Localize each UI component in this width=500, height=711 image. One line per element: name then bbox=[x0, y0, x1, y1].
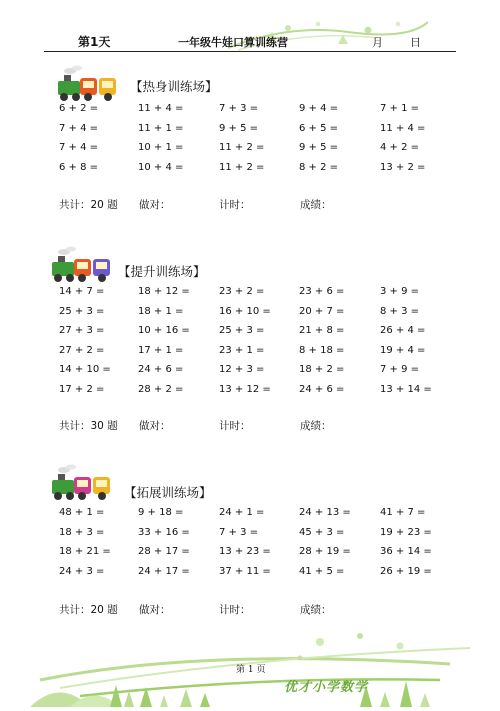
problem-row bbox=[59, 345, 459, 365]
problem: 7 + 3 = bbox=[219, 526, 259, 538]
problem-row bbox=[59, 306, 459, 326]
page-number: 第 1 页 bbox=[236, 665, 266, 675]
problem: 37 + 11 = bbox=[219, 565, 271, 577]
problem-row bbox=[59, 123, 459, 143]
problem: 9 + 5 = bbox=[219, 122, 259, 134]
problem: 10 + 4 = bbox=[138, 161, 184, 173]
score-label: 成绩： bbox=[300, 199, 332, 211]
problem-row bbox=[59, 507, 459, 527]
problem: 41 + 5 = bbox=[299, 565, 345, 577]
problem: 6 + 5 = bbox=[299, 122, 339, 134]
problem: 19 + 23 = bbox=[380, 526, 432, 538]
problem: 23 + 6 = bbox=[299, 286, 345, 297]
problem: 14 + 7 = bbox=[59, 286, 105, 297]
problem: 7 + 3 = bbox=[219, 103, 259, 114]
problem: 21 + 8 = bbox=[299, 325, 345, 337]
total-count: 共计：20 题 bbox=[59, 199, 118, 211]
problem: 25 + 3 = bbox=[59, 305, 105, 317]
header-divider bbox=[44, 51, 456, 52]
problem-row bbox=[59, 364, 459, 384]
problem: 25 + 3 = bbox=[219, 325, 265, 337]
problem: 27 + 3 = bbox=[59, 325, 105, 337]
correct-count: 做对： bbox=[139, 420, 171, 432]
problem-grid bbox=[59, 286, 459, 404]
problem: 18 + 3 = bbox=[59, 526, 105, 538]
problem: 28 + 19 = bbox=[299, 546, 351, 558]
problem: 13 + 23 = bbox=[219, 546, 271, 558]
date-day-label: 日 bbox=[410, 36, 421, 49]
problem-row bbox=[59, 566, 459, 586]
correct-count: 做对： bbox=[139, 604, 171, 616]
train-icon bbox=[46, 244, 118, 288]
problem: 7 + 1 = bbox=[380, 103, 420, 114]
problem: 9 + 18 = bbox=[138, 507, 184, 518]
problem: 33 + 16 = bbox=[138, 526, 190, 538]
problem: 36 + 14 = bbox=[380, 546, 432, 558]
problem: 45 + 3 = bbox=[299, 526, 345, 538]
problem: 26 + 19 = bbox=[380, 565, 432, 577]
problem-row bbox=[59, 527, 459, 547]
problem: 11 + 2 = bbox=[219, 161, 265, 173]
total-count: 共计：20 题 bbox=[59, 604, 118, 616]
problem: 11 + 4 = bbox=[138, 103, 184, 114]
section-title: 【拓展训练场】 bbox=[124, 485, 212, 500]
train-icon bbox=[52, 63, 124, 107]
section-title: 【提升训练场】 bbox=[118, 264, 206, 279]
correct-count: 做对： bbox=[139, 199, 171, 211]
problem-row bbox=[59, 384, 459, 404]
problem: 18 + 12 = bbox=[138, 286, 190, 297]
day-label: 第1天 bbox=[78, 35, 111, 49]
problem-row bbox=[59, 162, 459, 182]
problem: 18 + 2 = bbox=[299, 364, 345, 376]
problem: 24 + 3 = bbox=[59, 565, 105, 577]
problem: 13 + 14 = bbox=[380, 383, 432, 395]
train-icon bbox=[46, 462, 118, 506]
problem: 27 + 2 = bbox=[59, 344, 105, 356]
problem: 9 + 5 = bbox=[299, 142, 339, 154]
problem: 24 + 1 = bbox=[219, 507, 265, 518]
score-label: 成绩： bbox=[300, 420, 332, 432]
problem: 18 + 21 = bbox=[59, 546, 111, 558]
problem: 7 + 9 = bbox=[380, 364, 420, 376]
problem: 11 + 1 = bbox=[138, 122, 184, 134]
brand-logo: 优才小学数学 bbox=[284, 680, 369, 695]
problem-row bbox=[59, 142, 459, 162]
problem: 24 + 13 = bbox=[299, 507, 351, 518]
problem: 19 + 4 = bbox=[380, 344, 426, 356]
problem: 6 + 8 = bbox=[59, 161, 99, 173]
problem: 10 + 16 = bbox=[138, 325, 190, 337]
timer-label: 计时： bbox=[219, 604, 251, 616]
problem: 10 + 1 = bbox=[138, 142, 184, 154]
problem: 8 + 2 = bbox=[299, 161, 339, 173]
problem: 9 + 4 = bbox=[299, 103, 339, 114]
problem: 28 + 17 = bbox=[138, 546, 190, 558]
problem: 18 + 1 = bbox=[138, 305, 184, 317]
section-title: 【热身训练场】 bbox=[130, 79, 218, 94]
month-label: 月 bbox=[372, 36, 383, 49]
problem: 11 + 2 = bbox=[219, 142, 265, 154]
problem-row bbox=[59, 103, 459, 123]
problem: 24 + 6 = bbox=[138, 364, 184, 376]
problem: 7 + 4 = bbox=[59, 122, 99, 134]
problem-grid bbox=[59, 103, 459, 181]
problem: 26 + 4 = bbox=[380, 325, 426, 337]
problem: 8 + 18 = bbox=[299, 344, 345, 356]
problem: 24 + 6 = bbox=[299, 383, 345, 395]
problem: 12 + 3 = bbox=[219, 364, 265, 376]
problem-row bbox=[59, 286, 459, 306]
timer-label: 计时： bbox=[219, 420, 251, 432]
problem: 16 + 10 = bbox=[219, 305, 271, 317]
problem-row bbox=[59, 546, 459, 566]
problem: 13 + 2 = bbox=[380, 161, 426, 173]
problem: 7 + 4 = bbox=[59, 142, 99, 154]
problem: 8 + 3 = bbox=[380, 305, 420, 317]
problem: 41 + 7 = bbox=[380, 507, 426, 518]
problem: 20 + 7 = bbox=[299, 305, 345, 317]
problem: 13 + 12 = bbox=[219, 383, 271, 395]
problem: 14 + 10 = bbox=[59, 364, 111, 376]
problem: 4 + 2 = bbox=[380, 142, 420, 154]
timer-label: 计时： bbox=[219, 199, 251, 211]
problem-grid bbox=[59, 507, 459, 585]
total-count: 共计：30 题 bbox=[59, 420, 118, 432]
problem: 6 + 2 = bbox=[59, 103, 99, 114]
problem: 17 + 1 = bbox=[138, 344, 184, 356]
score-label: 成绩： bbox=[300, 604, 332, 616]
problem: 23 + 1 = bbox=[219, 344, 265, 356]
problem: 3 + 9 = bbox=[380, 286, 420, 297]
problem: 23 + 2 = bbox=[219, 286, 265, 297]
problem: 17 + 2 = bbox=[59, 383, 105, 395]
problem: 24 + 17 = bbox=[138, 565, 190, 577]
problem: 11 + 4 = bbox=[380, 122, 426, 134]
worksheet-title: 一年级牛娃口算训练营 bbox=[178, 36, 288, 49]
problem: 48 + 1 = bbox=[59, 507, 105, 518]
problem: 28 + 2 = bbox=[138, 383, 184, 395]
problem-row bbox=[59, 325, 459, 345]
